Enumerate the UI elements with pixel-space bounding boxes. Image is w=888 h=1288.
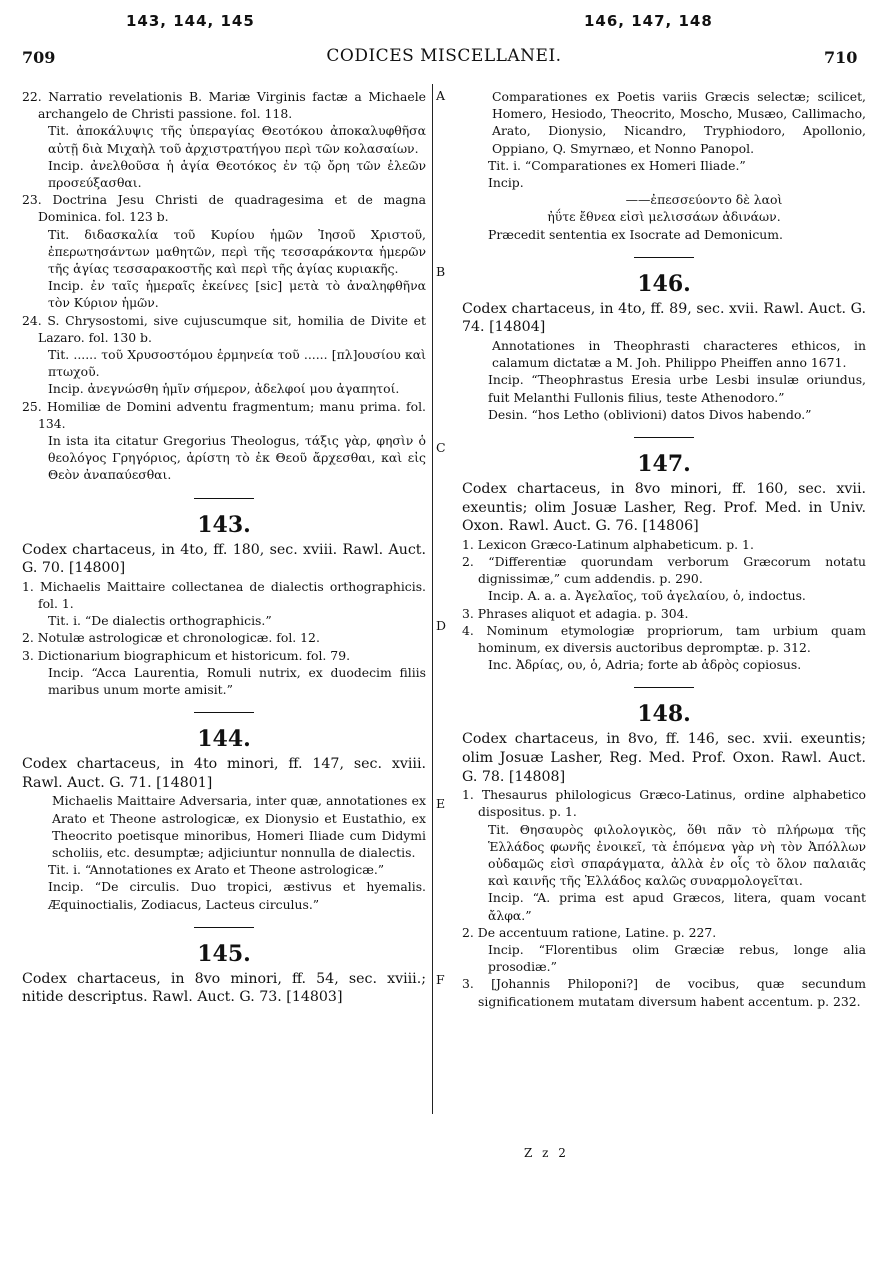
gutter-letter-b: B [436,264,446,279]
entry-24-incipit: Incip. ἀνεγνώσθη ἡμῖν σήμερον, ἀδελφοί μου ἀγαπητοί. [48,381,400,397]
codex-143-item-1-title: Tit. i. “De dialectis orthographicis.” [48,613,272,629]
comparationes-title: Tit. i. “Comparationes ex Homeri Iliade.” [488,157,746,173]
running-title: CODICES MISCELLANEI. [326,46,562,66]
codex-143-number: 143. [197,511,251,538]
entry-25-note: In ista ita citatur Gregorius Theologus, τάξις γὰρ, φησὶν ὁ θεολόγος Γρηγόριος, ἀρίστη τὸ ἐκ Θεοῦ ἄρχεσθαι, καὶ εἰς Θεὸν ἀναπαύεσθαι. [48,433,426,483]
gutter-letter-e: E [436,796,446,811]
codex-148-item-2: 2. De accentuum ratione, Latine. p. 227. [462,924,717,940]
entry-22: 22. Narratio revelationis B. Mariæ Virginis factæ a Michaele archangelo de Christi passione. fol. 118. [22,89,426,122]
codex-148-item-2-incipit: Incip. “Florentibus olim Græciæ rebus, longe alia prosodiæ.” [488,942,866,975]
codex-146-incipit: Incip. “Theophrastus Eresia urbe Lesbi insulæ oriundus, fuit Melanthi Fullonis filius, teste Athenodoro.” [488,372,866,405]
codex-148-number: 148. [637,701,691,728]
codex-143-item-3-incipit: Incip. “Acca Laurentia, Romuli nutrix, ex duodecim filiis maribus unum morte amisit.” [48,664,426,698]
entry-25: 25. Homiliæ de Domini adventu fragmentum; manu prima. fol. 134. [22,398,426,431]
gutter-letter-c: C [436,440,446,455]
section-rule [634,437,694,438]
codex-147-item-4: 4. Nominum etymologiæ propriorum, tam urbium quam hominum, ex diversis auctoribus depromptæ. p. 312. [462,622,866,656]
signature-mark: Z z 2 [524,1146,569,1160]
codex-146-body: Annotationes in Theophrasti characteres ethicos, in calamum dictatæ a M. Joh. Philippo Pheiffen anno 1671. [492,338,866,371]
codex-147-heading: Codex chartaceus, in 8vo minori, ff. 160, sec. xvii. exeuntis; olim Josuæ Lasher, Reg. Prof. Med. in Univ. Oxon. Rawl. Auct. G. 76. [14806] [462,481,866,535]
section-rule [194,498,254,499]
codex-146-number: 146. [637,270,691,297]
section-rule [634,257,694,258]
codex-147-item-2: 2. “Differentiæ quorundam verborum Græcorum notatu dignissimæ,” cum addendis. p. 290. [462,554,866,587]
right-column [462,88,866,1010]
codex-143-item-1: 1. Michaelis Maittaire collectanea de dialectis orthographicis. fol. 1. [22,578,426,612]
codex-143-heading: Codex chartaceus, in 4to, ff. 180, sec. xviii. Rawl. Auct. G. 70. [14800] [22,541,426,577]
codex-147-item-3: 3. Phrases aliquot et adagia. p. 304. [462,605,689,621]
codex-144-incipit: Incip. “De circulis. Duo tropici, æstivus et hyemalis. Æquinoctialis, Zodiacus, Lacteus circulus.” [48,879,426,912]
section-rule [194,927,254,928]
section-rule [634,687,694,688]
codex-144-body: Michaelis Maittaire Adversaria, inter quæ, annotationes ex Arato et Theone astrologicæ, ex Dionysio et Eustathio, ex Theocrito poetisque minoribus, Homeri Iliade cum Didymi scholiis, etc. desumptæ; adjiciuntur nonnulla de dialectis. [52,793,426,861]
left-column [22,88,426,1007]
page-number-left: 709 [22,48,56,67]
codex-148-heading: Codex chartaceus, in 8vo, ff. 146, sec. xvii. exeuntis; olim Josuæ Lasher, Reg. Med. Prof. Oxon. Rawl. Auct. G. 78. [14808] [462,731,866,785]
gutter-letter-d: D [436,618,447,633]
entry-24: 24. S. Chrysostomi, sive cujuscumque sit, homilia de Divite et Lazaro. fol. 130 b. [22,312,426,345]
gutter-letter-a: A [436,88,446,103]
codex-147-number: 147. [637,451,691,478]
codex-144-number: 144. [197,726,251,753]
codex-148-item-1-title: Tit. Θησαυρὸς φιλολογικὸς, ὅθι πᾶν τὸ πλήρωμα τῆς Ἑλλάδος φωνῆς ἐνοικεῖ, τὰ ἑπόμενα γὰρ νὴ τὸν Ἀπόλλων οὐδαμῶς εἰσὶ σπαράγματα, ἀλλὰ ἐν οἷς τὸ ὅλον παλαιᾶς καὶ καινῆς τῆς Ἑλλάδος καλῶς συναρμολογεῖται. [488,821,866,889]
entry-22-title: Tit. ἀποκάλυψις τῆς ὑπεραγίας Θεοτόκου ἀποκαλυφθῆσα αὐτῇ διὰ Μιχαὴλ τοῦ ἀρχιστρατήγου περὶ τῶν κολασαίων. [48,123,426,156]
codex-148-item-1-incipit: Incip. “A. prima est apud Græcos, litera, quam vocant ἄλφα.” [488,890,866,923]
entry-22-incipit: Incip. ἀνελθοῦσα ἡ ἁγία Θεοτόκος ἐν τῷ ὄρη τῶν ἐλεῶν προσεύξασθαι. [48,157,426,191]
codex-146-desinit: Desin. “hos Letho (oblivioni) datos Divos habendo.” [488,406,812,422]
handwritten-shelfmarks-left: 143, 144, 145 [126,12,255,30]
comparationes-incipit: Incip. [488,175,524,191]
handwritten-shelfmarks-right: 146, 147, 148 [584,12,713,30]
codex-143-item-2: 2. Notulæ astrologicæ et chronologicæ. fol. 12. [22,630,320,646]
gutter-letter-f: F [436,972,445,987]
codex-148-item-3: 3. [Johannis Philoponi?] de vocibus, quæ secundum significationem mutatam diversum habent accentum. p. 232. [462,976,866,1009]
comparationes-greek-line-1: ——ἐπεσσεύοντο δὲ λαοὶ [625,192,783,208]
column-divider [432,84,433,1114]
codex-147-item-2-incipit: Incip. A. a. a. Ἀγελαῖος, τοῦ ἀγελαίου, ὁ, indoctus. [488,588,806,604]
entry-23-title: Tit. διδασκαλία τοῦ Κυρίου ἡμῶν Ἰησοῦ Χριστοῦ, ἐπερωτησάντων μαθητῶν, περὶ τῆς τεσσαράκοντα ἡμερῶν τῆς ἁγίας τεσσαρακοστῆς καὶ περὶ τῆς ἁγίας κυριακῆς. [48,226,426,277]
codex-146-heading: Codex chartaceus, in 4to, ff. 89, sec. xvii. Rawl. Auct. G. 74. [14804] [462,300,866,336]
entry-23: 23. Doctrina Jesu Christi de quadragesima et de magna Dominica. fol. 123 b. [22,192,426,225]
section-rule [194,712,254,713]
codex-144-heading: Codex chartaceus, in 4to minori, ff. 147, sec. xviii. Rawl. Auct. G. 71. [14801] [22,756,426,791]
codex-147-item-1: 1. Lexicon Græco-Latinum alphabeticum. p. 1. [462,536,754,552]
comparationes-entry: Comparationes ex Poetis variis Græcis selectæ; scilicet, Homero, Hesiodo, Theocrito, Moscho, Musæo, Callimacho, Arato, Dionysio, Nicandro, Tryphiodoro, Apollonio, Oppiano, Q. Smyrnæo, et Nonno Panopol. [492,89,866,156]
codex-145-heading: Codex chartaceus, in 8vo minori, ff. 54, sec. xviii.; nitide descriptus. Rawl. Auct. G. 73. [14803] [22,970,426,1006]
codex-144-title: Tit. i. “Annotationes ex Arato et Theone astrologicæ.” [48,862,385,878]
codex-143-item-3: 3. Dictionarium biographicum et historicum. fol. 79. [22,647,351,663]
codex-148-item-1: 1. Thesaurus philologicus Græco-Latinus, ordine alphabetico dispositus. p. 1. [462,787,866,820]
page-number-right: 710 [824,48,858,67]
comparationes-greek-line-2: ἠΰτε ἔθνεα εἰσὶ μελισσάων ἀδινάων. [547,209,781,225]
comparationes-note: Præcedit sententia ex Isocrate ad Demonicum. [488,226,783,242]
entry-24-title: Tit. ...... τοῦ Χρυσοστόμου ἑρμηνεία τοῦ ...... [πλ]ουσίου καὶ πτωχοῦ. [48,347,426,380]
entry-23-incipit: Incip. ἐν ταῖς ἡμεραῖς ἐκείνες [sic] μετὰ τὸ ἀναληφθῆνα τὸν Κύριον ἡμῶν. [48,278,426,311]
codex-145-number: 145. [197,940,251,967]
codex-147-item-4-incipit: Inc. Ἀδρίας, ου, ὁ, Adria; forte ab ἁδρὸς copiosus. [488,657,802,673]
